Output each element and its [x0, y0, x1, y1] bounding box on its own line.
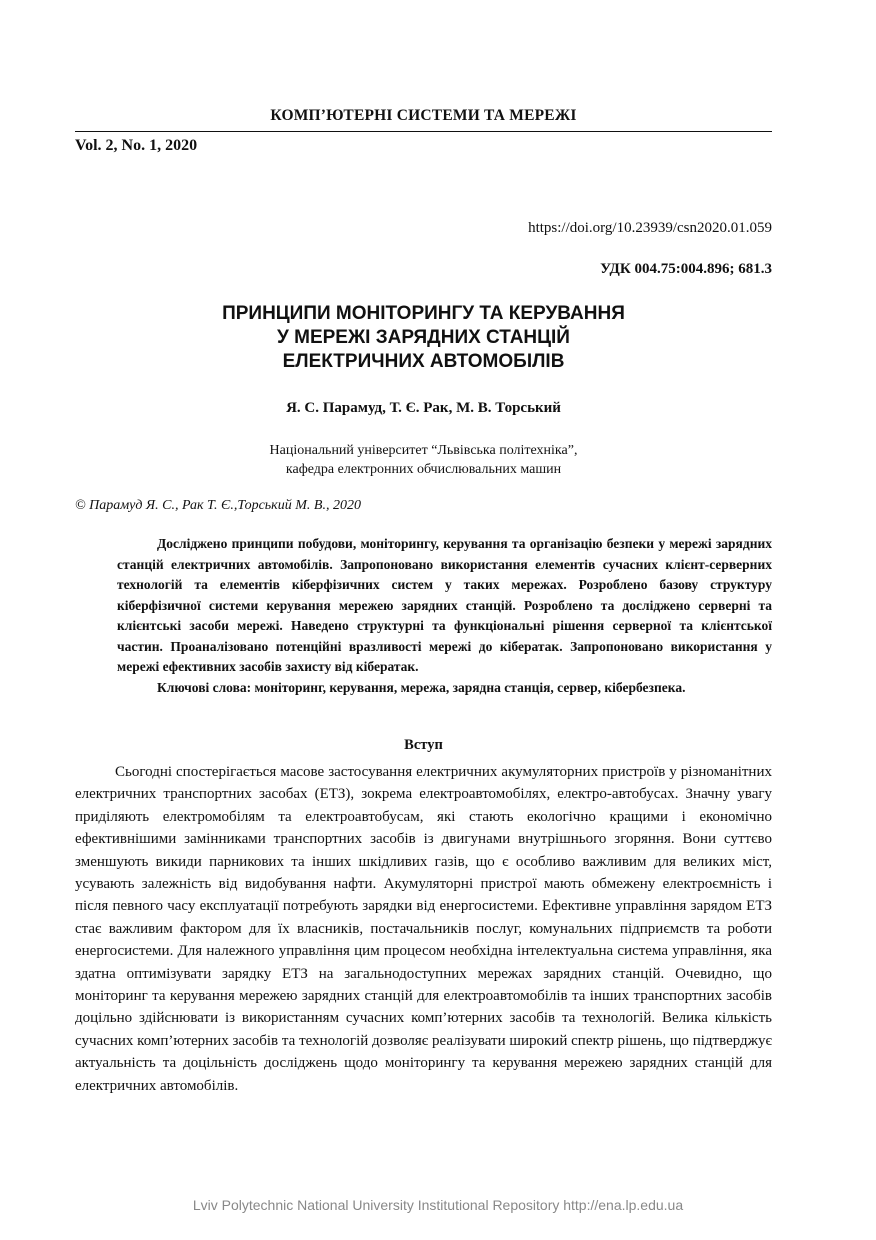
title-line-2: У МЕРЕЖІ ЗАРЯДНИХ СТАНЦІЙ — [277, 327, 570, 348]
copyright-notice: © Парамуд Я. С., Рак Т. Є.,Торський М. В., 2020 — [75, 498, 361, 513]
authors: Я. С. Парамуд, Т. Є. Рак, М. В. Торський — [286, 400, 561, 416]
keywords: Ключові слова: моніторинг, керування, мережа, зарядна станція, сервер, кібербезпека. — [157, 679, 686, 695]
section-heading-introduction: Вступ — [404, 737, 443, 753]
doi-link[interactable]: https://doi.org/10.23939/csn2020.01.059 — [528, 220, 772, 236]
affiliation-line-1: Національний університет “Львівська політехніка”, — [269, 443, 578, 458]
repository-footer: Lviv Polytechnic National University Institutional Repository http://ena.lp.edu.ua — [192, 1197, 684, 1213]
abstract-text: Досліджено принципи побудови, моніторингу, керування та організацію безпеки у мережі зарядних станцій електричних автомобілів. Запропоновано використання елементів сучасних клієнт-серверних технологій та елементів кіберфізичних систем у таких мережах. Розроблено базову структуру кіберфізичної системи керування мережею зарядних станцій. Розроблено та досліджено серверні та клієнтські засоби мережі. Наведено структурні та функціональні рішення серверної та клієнтської частин. Проаналізовано потенційні вразливості мережі до кібератак. Запропоновано використання у мережі ефективних засобів захисту від кібератак. — [117, 536, 772, 674]
introduction-body — [75, 761, 772, 1097]
abstract — [117, 534, 772, 698]
title-line-1: ПРИНЦИПИ МОНІТОРИНГУ ТА КЕРУВАННЯ — [222, 303, 625, 324]
title-line-3: ЕЛЕКТРИЧНИХ АВТОМОБІЛІВ — [282, 351, 565, 372]
volume-info: Vol. 2, No. 1, 2020 — [75, 137, 198, 154]
header-divider — [75, 131, 772, 132]
article-title — [75, 302, 772, 374]
udk-code: УДК 004.75:004.896; 681.3 — [600, 261, 772, 277]
affiliation — [75, 441, 772, 479]
journal-title: КОМП’ЮТЕРНІ СИСТЕМИ ТА МЕРЕЖІ — [270, 107, 577, 124]
affiliation-line-2: кафедра електронних обчислювальних машин — [285, 462, 562, 477]
introduction-paragraph: Сьогодні спостерігається масове застосування електричних акумуляторних пристроїв у різноманітних електричних транспортних засобах (ЕТЗ), зокрема електроавтомобілях, електро-автобусах. Значну увагу приділяють електромобілям та електроавтобусам, які стають екологічно кращими і економічно ефективнішими замінниками транспортних засобів із двигунами внутрішнього згоряння. Вони суттєво зменшують викиди парникових та інших шкідливих газів, що є особливо важливим для великих міст, усувають залежність від видобування нафти. Акумуляторні пристрої мають обмежену електроємність і після певного часу експлуатації потребують зарядки від енергосистеми. Ефективне управління зарядом ЕТЗ стає важливим фактором для їх власників, постачальників послуг, комунальних підприємств та роботи енергосистеми. Для належного управління цим процесом необхідна інтелектуальна система управління, яка здатна оптимізувати зарядку ЕТЗ на загальнодоступних мережах зарядних станцій. Очевидно, що моніторинг та керування мережею зарядних станцій для електроавтомобілів та інших транспортних засобів доцільно здійснювати із використанням сучасних комп’ютерних засобів та технологій. Велика кількість сучасних комп’ютерних засобів та технологій дозволяє реалізувати широкий спектр рішень, що підтверджує актуальність та доцільність досліджень щодо моніторингу та керування мережею зарядних станцій для електричних автомобілів. — [75, 764, 772, 1094]
